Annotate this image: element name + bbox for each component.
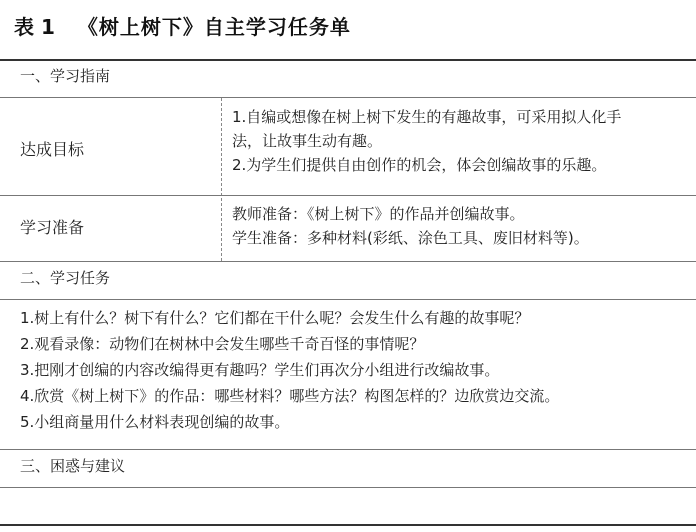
- section-questions-heading: 三、困惑与建议: [20, 457, 126, 475]
- preparation-line: 学生准备：多种材料(彩纸、涂色工具、废旧材料等)。: [232, 229, 589, 247]
- row-content-goals: [232, 105, 682, 177]
- task-item: 1.树上有什么？树下有什么？它们都在干什么呢？会发生什么有趣的故事呢？: [20, 309, 530, 327]
- table-title: [14, 10, 351, 44]
- table-top-border: [0, 59, 696, 61]
- section-tasks-heading: 二、学习任务: [20, 269, 111, 287]
- divider: [0, 195, 696, 196]
- divider: [0, 449, 696, 450]
- section-guide-heading: 一、学习指南: [20, 67, 111, 85]
- divider: [0, 299, 696, 300]
- divider: [0, 261, 696, 262]
- table-bottom-border: [0, 524, 696, 526]
- task-item: 2.观看录像：动物们在树林中会发生哪些千奇百怪的事情呢？: [20, 335, 425, 353]
- divider: [0, 487, 696, 488]
- task-item: 4.欣赏《树上树下》的作品：哪些材料？哪些方法？构图怎样的？边欣赏边交流。: [20, 387, 560, 405]
- table-name: 《树上树下》自主学习任务单: [77, 15, 351, 39]
- goal-line: 法，让故事生动有趣。: [232, 132, 383, 150]
- divider: [0, 97, 696, 98]
- row-label-preparation: 学习准备: [20, 218, 85, 237]
- row-content-preparation: [232, 202, 682, 250]
- row-label-goals: 达成目标: [20, 140, 85, 159]
- preparation-line: 教师准备：《树上树下》的作品并创编故事。: [232, 205, 525, 223]
- task-item: 3.把刚才创编的内容改编得更有趣吗？学生们再次分小组进行改编故事。: [20, 361, 500, 379]
- goal-line: 2.为学生们提供自由创作的机会，体会创编故事的乐趣。: [232, 156, 607, 174]
- task-item: 5.小组商量用什么材料表现创编的故事。: [20, 413, 290, 431]
- goal-line: 1.自编或想像在树上树下发生的有趣故事，可采用拟人化手: [232, 108, 622, 126]
- table-number: 1: [41, 15, 56, 39]
- table-label: 表: [14, 15, 35, 39]
- column-divider: [221, 98, 222, 261]
